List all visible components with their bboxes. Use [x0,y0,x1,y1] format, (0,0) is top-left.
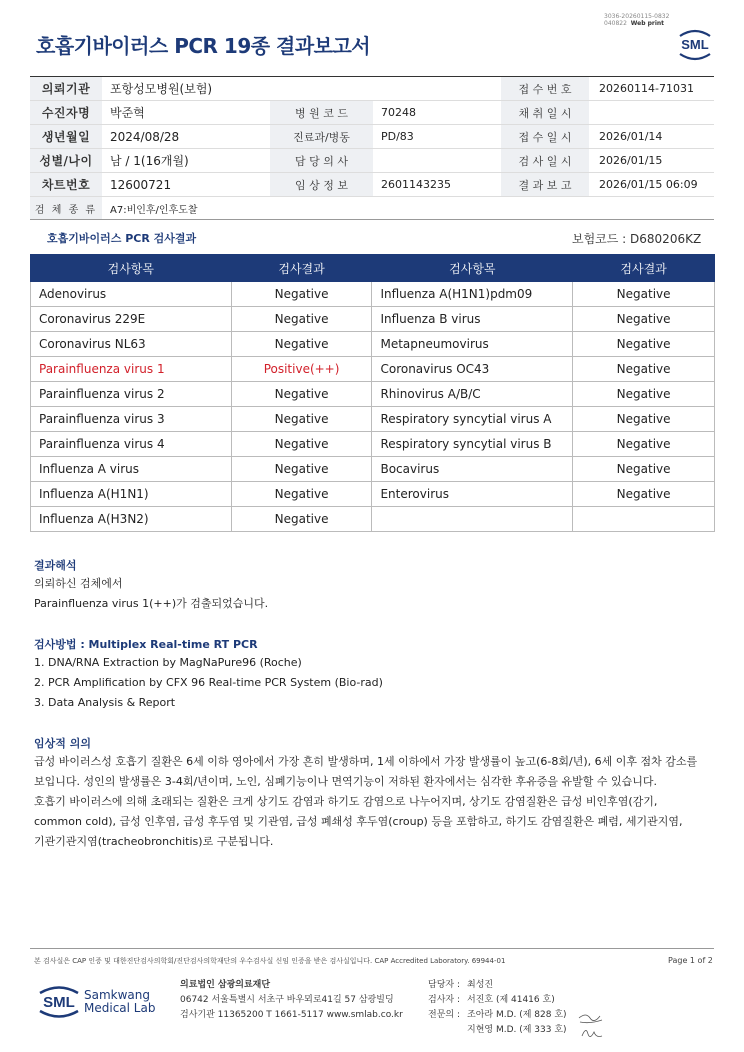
info-label: 의뢰기관 [30,77,102,100]
staff-role: 담당자 : [428,980,460,990]
test-item: Parainfluenza virus 1 [31,357,232,382]
info-value: 2026/01/15 [599,154,663,167]
table-row [31,507,715,532]
info-label: 담 당 의 사 [270,149,373,172]
staff-entry [428,1023,567,1038]
info-value: PD/83 [381,130,414,143]
header-test-item-2: 검사항목 [372,255,573,282]
clinical-text [34,752,724,852]
info-label: 생년월일 [30,125,102,148]
test-item: Adenovirus [31,282,232,307]
staff-name: 최성진 [467,980,494,990]
info-label: 검 사 일 시 [501,149,589,172]
org-name: 의료법인 삼광의료재단 [180,980,271,990]
table-row [31,457,715,482]
print-code-line2: 040822 [604,20,627,27]
test-result: Negative [231,482,372,507]
test-item: Respiratory syncytial virus B [372,432,573,457]
test-result: Negative [573,457,715,482]
info-value: 2026/01/14 [599,130,663,143]
specimen-row [30,197,714,219]
sml-footer-logo-icon [36,980,82,1024]
info-label: 병 원 코 드 [270,101,373,124]
table-row [31,382,715,407]
test-item: Influenza A(H1N1) [31,482,232,507]
staff-entry [428,978,567,993]
test-item: Bocavirus [372,457,573,482]
info-label [270,77,373,100]
table-row [31,282,715,307]
signature-icon [576,1010,608,1042]
clinical-line: 기관기관지염(tracheobronchitis)로 구분됩니다. [34,835,274,848]
test-result: Negative [573,307,715,332]
accreditation-note: 본 검사실은 CAP 인증 및 대한진단검사의학회/진단검사의학재단의 우수검사실 신임 인증을 받은 검사실입니다. CAP Accredited Laboratory. 69944-01 [34,957,506,965]
web-print-label: Web print [630,20,665,27]
info-label: 임 상 정 보 [270,173,373,196]
insurance-code: 보험코드 : D680206KZ [572,232,702,246]
staff-entry [428,1008,567,1023]
test-result: Negative [573,407,715,432]
info-value: 2026/01/15 06:09 [599,178,698,191]
test-result: Negative [573,382,715,407]
clinical-line: 보입니다. 성인의 발생률은 3-4회/년이며, 노인, 심폐기능이나 면역기능이 저하된 환자에서는 심각한 후유증을 유발할 수 있습니다. [34,775,658,788]
method-step-3: 3. Data Analysis & Report [34,696,176,709]
test-item: Rhinovirus A/B/C [372,382,573,407]
method-title: 검사방법 : Multiplex Real-time RT PCR [34,638,258,651]
footer-divider [30,948,714,949]
test-item: Parainfluenza virus 4 [31,432,232,457]
test-item [372,507,573,532]
test-item: Coronavirus 229E [31,307,232,332]
staff-name: 지현영 M.D. (제 333 호) [467,1025,567,1035]
brand-line2: Medical Lab [84,1001,156,1015]
test-result [573,507,715,532]
info-value: 12600721 [110,177,172,192]
staff-name: 조아라 M.D. (제 828 호) [467,1010,567,1020]
staff-entry [428,993,567,1008]
clinical-title: 임상적 의의 [34,737,91,750]
organization-info [180,978,403,1023]
info-value: 70248 [381,106,416,119]
test-item: Influenza A(H3N2) [31,507,232,532]
info-value [373,77,501,100]
test-item: Coronavirus OC43 [372,357,573,382]
info-label: 수진자명 [30,101,102,124]
specimen-label: 검 체 종 류 [30,197,102,219]
info-row [30,101,714,125]
info-label: 진료과/병동 [270,125,373,148]
interpretation-line1: 의뢰하신 검체에서 [34,577,123,590]
info-label: 채 취 일 시 [501,101,589,124]
patient-info-table [30,76,714,220]
test-item: Respiratory syncytial virus A [372,407,573,432]
test-result: Negative [573,357,715,382]
test-result: Negative [573,282,715,307]
table-row [31,332,715,357]
info-label: 성별/나이 [30,149,102,172]
info-value: 20260114-71031 [599,82,694,95]
interpretation-title: 결과해석 [34,559,77,572]
test-item: Influenza A virus [31,457,232,482]
test-item: Parainfluenza virus 2 [31,382,232,407]
info-label: 차트번호 [30,173,102,196]
report-title: 호흡기바이러스 PCR 19종 결과보고서 [36,34,371,58]
staff-list [428,978,567,1038]
header-result-2: 검사결과 [573,255,715,282]
test-result: Negative [231,432,372,457]
print-code-line1: 3036-20260115-0832 [604,13,670,20]
clinical-line: 급성 바이러스성 호흡기 질환은 6세 이하 영아에서 가장 흔히 발생하며, 1세 이하에서 가장 발생률이 높고(6-8회/년), 6세 이후 점차 감소를 [34,755,698,768]
info-row [30,173,714,197]
info-label: 접 수 번 호 [501,77,589,100]
info-label: 접 수 일 시 [501,125,589,148]
staff-role: 전문의 : [428,1010,460,1020]
table-row [31,407,715,432]
info-value [589,101,710,124]
info-value: 2601143235 [381,178,451,191]
test-item: Coronavirus NL63 [31,332,232,357]
test-item: Influenza B virus [372,307,573,332]
results-section-title: 호흡기바이러스 PCR 검사결과 [47,232,197,245]
test-result: Negative [573,432,715,457]
test-result: Negative [573,482,715,507]
staff-role: 검사자 : [428,995,460,1005]
info-value: 2024/08/28 [110,129,180,144]
org-address: 06742 서울특별시 서초구 바우뫼로41길 57 삼광빌딩 [180,995,394,1005]
test-result: Negative [573,332,715,357]
sml-footer-logo-text: SML [43,994,75,1011]
test-result: Negative [231,407,372,432]
org-contact: 검사기관 11365200 T 1661-5117 www.smlab.co.kr [180,1010,403,1020]
test-item: Enterovirus [372,482,573,507]
table-row [31,357,715,382]
staff-name: 서진호 (제 41416 호) [467,995,555,1005]
test-item: Parainfluenza virus 3 [31,407,232,432]
clinical-line: 호흡기 바이러스에 의해 초래되는 질환은 크게 상기도 감염과 하기도 감염으로 나누어지며, 상기도 감염질환은 급성 비인후염(감기, [34,795,658,808]
info-row [30,77,714,101]
sml-logo-text: SML [681,37,709,52]
test-result: Negative [231,507,372,532]
info-value: 포항성모병원(보험) [110,82,213,96]
specimen-value: A7:비인후/인후도찰 [110,204,198,216]
header-test-item-1: 검사항목 [31,255,232,282]
info-value [373,149,501,172]
info-row [30,125,714,149]
info-value: 남 / 1(16개월) [110,154,189,168]
results-table [30,254,715,532]
test-result: Positive(++) [231,357,372,382]
info-value: 박준혁 [110,106,145,120]
method-step-2: 2. PCR Amplification by CFX 96 Real-time PCR System (Bio-rad) [34,676,383,689]
test-result: Negative [231,382,372,407]
page-number: Page 1 of 2 [668,956,713,965]
header-result-1: 검사결과 [231,255,372,282]
brand-name [84,989,155,1015]
test-result: Negative [231,307,372,332]
clinical-line: common cold), 급성 인후염, 급성 후두염 및 기관염, 급성 폐쇄성 후두염(croup) 등을 포함하고, 하기도 감염질환은 폐렴, 세기관지염, [34,815,683,828]
brand-line1: Samkwang [84,988,150,1002]
test-result: Negative [231,332,372,357]
table-row [31,432,715,457]
table-row [31,307,715,332]
table-row [31,482,715,507]
test-item: Metapneumovirus [372,332,573,357]
test-result: Negative [231,282,372,307]
method-step-1: 1. DNA/RNA Extraction by MagNaPure96 (Roche) [34,656,302,669]
sml-logo-icon [674,24,716,64]
test-item: Influenza A(H1N1)pdm09 [372,282,573,307]
info-row [30,149,714,173]
info-label: 결 과 보 고 [501,173,589,196]
test-result: Negative [231,457,372,482]
interpretation-line2: Parainfluenza virus 1(++)가 검출되었습니다. [34,597,269,610]
print-code [604,13,669,27]
